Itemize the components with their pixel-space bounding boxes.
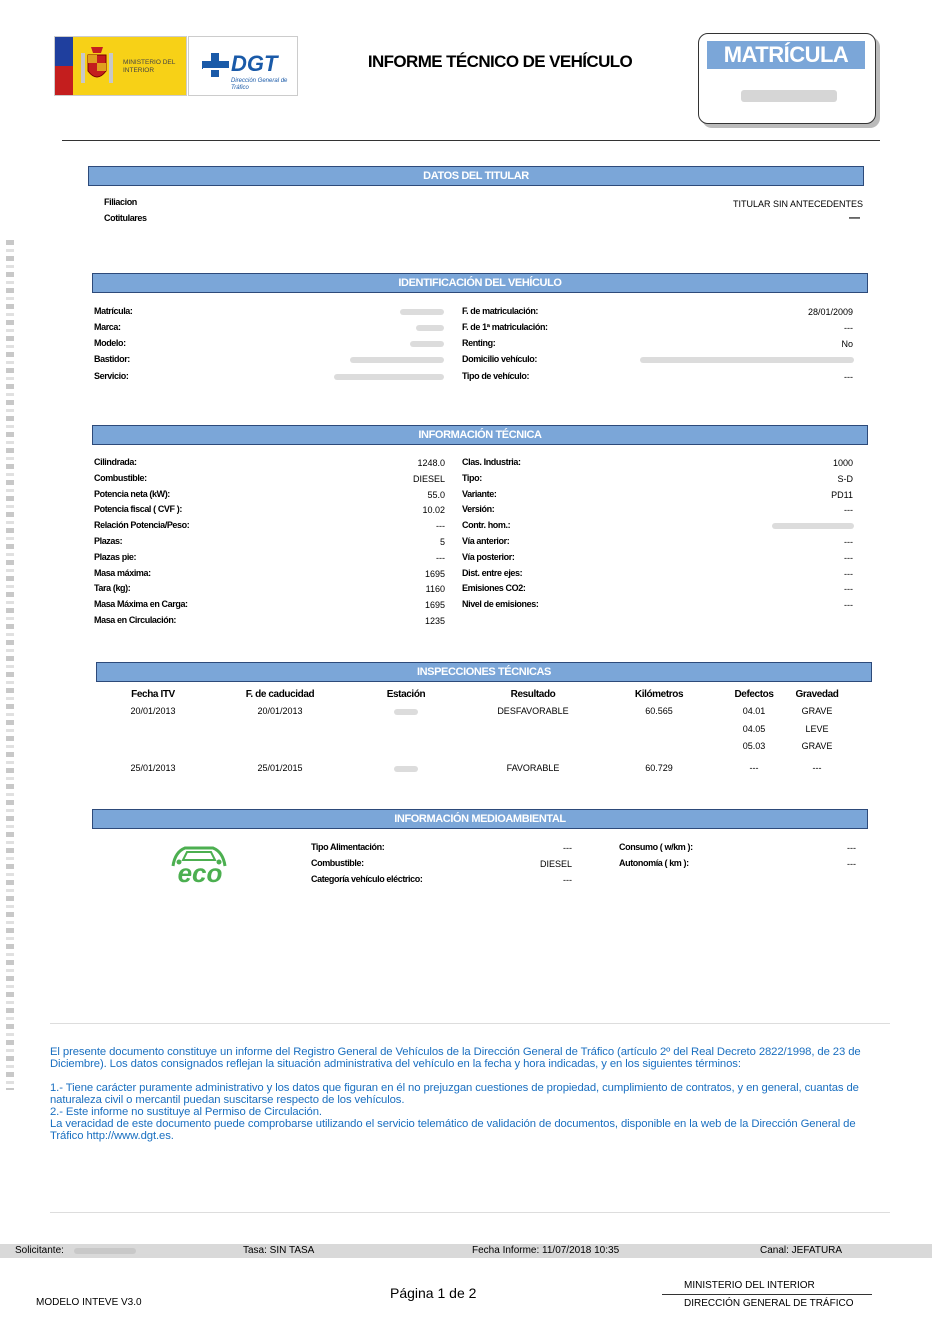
medio-value: --- (847, 843, 856, 853)
medio-label: Categoría vehículo eléctrico: (311, 873, 423, 884)
tecnica-value: --- (844, 568, 853, 579)
ident-label: Servicio: (94, 371, 129, 381)
tecnica-label: Masa máxima: (94, 567, 151, 578)
redacted-value (350, 357, 444, 363)
inspection-column-header: Kilómetros (634, 689, 684, 700)
medio-value: --- (847, 858, 856, 869)
ident-value: No (841, 339, 853, 349)
filiacion-value: TITULAR SIN ANTECEDENTES (732, 199, 863, 209)
ident-label: F. de matriculación: (462, 306, 539, 316)
dgt-logo-text: DGT (231, 51, 278, 76)
tecnica-label: Versión: (462, 504, 495, 515)
tecnica-label: Potencia neta (kW): (94, 488, 170, 499)
inspection-defecto: 05.03 (742, 741, 766, 751)
inspection-column-header: Gravedad (795, 689, 839, 700)
ident-label: Modelo: (94, 338, 126, 348)
footer-direccion: DIRECCIÓN GENERAL DE TRÁFICO (684, 1298, 854, 1309)
redacted-value (400, 309, 444, 315)
tecnica-value: 1000 (832, 458, 853, 468)
tecnica-value: --- (844, 600, 853, 611)
inspection-resultado: DESFAVORABLE (497, 706, 569, 716)
tecnica-label: Dist. entre ejes: (462, 567, 523, 578)
ident-label: Bastidor: (94, 354, 130, 364)
medio-value: --- (563, 843, 572, 853)
ident-value: 28/01/2009 (807, 307, 853, 317)
inspection-column-header: F. de caducidad (245, 689, 315, 700)
tecnica-label: Nivel de emisiones: (462, 599, 539, 610)
solicitante-label: Solicitante: (15, 1245, 64, 1256)
medio-value: --- (563, 874, 572, 885)
medio-label: Autonomía ( km ): (619, 857, 689, 868)
tecnica-label: Clas. Industria: (462, 457, 521, 467)
inspection-km: 60.729 (645, 762, 673, 773)
tecnica-label: Vía posterior: (462, 551, 515, 562)
header-divider (62, 140, 880, 141)
plate-value-redacted (741, 90, 837, 102)
tecnica-label: Tara (kg): (94, 583, 131, 594)
fecha-informe-text: Fecha Informe: 11/07/2018 10:35 (472, 1245, 620, 1256)
inspection-column-header: Resultado (510, 689, 556, 700)
tecnica-value: --- (844, 537, 853, 547)
eco-label-icon (165, 840, 235, 893)
tecnica-label: Plazas pie: (94, 551, 137, 562)
tecnica-label: Relación Potencia/Peso: (94, 520, 190, 531)
tecnica-label: Contr. hom.: (462, 520, 511, 531)
inspection-defecto: 04.01 (742, 706, 766, 716)
footer-ministerio: MINISTERIO DEL INTERIOR (684, 1280, 815, 1291)
tasa-text: Tasa: SIN TASA (243, 1245, 315, 1256)
legal-paragraph-1: El presente documento constituye un informe del Registro General de Vehículos de la Dirección General de Tráfico (artículo 2º del Real Decreto 2822/1998, de 23 de Diciembre). Los datos consignados reflejan la situación administrativa del vehículo en la fecha y hora indicadas, y en los siguientes términos: (50, 1046, 861, 1070)
redacted-value (640, 357, 854, 363)
tecnica-value: PD11 (831, 489, 853, 500)
plate-box (698, 33, 876, 124)
dgt-logo (188, 36, 298, 96)
tecnica-value: --- (844, 552, 853, 563)
inspection-defecto: 04.05 (742, 723, 766, 734)
inspection-column-header: Fecha ITV (131, 689, 175, 700)
inspection-gravedad: GRAVE (801, 741, 833, 751)
inspection-column-header: Defectos (734, 689, 774, 700)
canal-text: Canal: JEFATURA (760, 1245, 843, 1256)
tecnica-value: 5 (439, 537, 445, 547)
tecnica-label: Vía anterior: (462, 536, 510, 546)
ident-label: Matrícula: (94, 306, 133, 316)
tecnica-label: Combustible: (94, 472, 147, 483)
dgt-cross-icon (201, 51, 231, 84)
tecnica-label: Tipo: (462, 472, 482, 483)
ident-label: Tipo de vehículo: (462, 371, 530, 381)
eco-text: eco (177, 858, 223, 888)
tecnica-value: --- (436, 521, 445, 532)
tecnica-label: Potencia fiscal ( CVF ): (94, 504, 182, 515)
tecnica-value: 1160 (425, 584, 445, 595)
tecnica-value: S-D (837, 473, 853, 484)
section-band-titular: DATOS DEL TITULAR (88, 166, 864, 186)
medio-label: Consumo ( w/km ): (619, 842, 693, 852)
coat-of-arms-icon (77, 45, 117, 87)
tecnica-value: 1235 (424, 616, 445, 626)
side-security-strip (6, 240, 14, 1090)
redacted-estacion (394, 709, 418, 715)
dgt-logo-sub: Dirección General de Tráfico (231, 78, 288, 91)
inspection-fecha: 25/01/2013 (130, 762, 176, 773)
legal-divider-top (50, 1023, 890, 1024)
tecnica-value: --- (844, 505, 853, 516)
redacted-value (410, 341, 444, 347)
inspection-gravedad: GRAVE (801, 706, 833, 716)
solicitante-redacted (74, 1248, 136, 1254)
cotitulares-label: Cotitulares (104, 213, 147, 223)
tecnica-label: Cilindrada: (94, 457, 137, 467)
ident-label: F. de 1ª matriculación: (462, 322, 548, 332)
legal-paragraph-3: 2.- Este informe no sustituye al Permiso de Circulación. (50, 1106, 322, 1118)
ident-value: --- (844, 323, 853, 333)
section-band-inspecciones: INSPECCIONES TÉCNICAS (96, 662, 872, 682)
tecnica-value: 1695 (424, 600, 445, 611)
legal-paragraph-2: 1.- Tiene carácter puramente administrativo y los datos que figuran en él no prejuzgan cuestiones de propiedad, cumplimiento de contratos, y en general, cuantas de naturaleza civil o mercantil puedan suscitarse respecto de los vehículos. (50, 1082, 859, 1106)
inspection-caducidad: 20/01/2013 (257, 706, 303, 716)
tecnica-label: Variante: (462, 488, 497, 499)
tecnica-value: DIESEL (412, 473, 445, 484)
ident-label: Renting: (462, 338, 496, 348)
eu-flag-strip (55, 37, 73, 95)
ident-label: Domicilio vehículo: (462, 354, 537, 364)
inspection-km: 60.565 (645, 706, 673, 716)
inspection-gravedad: --- (812, 762, 822, 773)
section-band-identificacion: IDENTIFICACIÓN DEL VEHÍCULO (92, 273, 868, 293)
medio-value: DIESEL (539, 858, 572, 869)
tecnica-value: 55.0 (427, 489, 445, 500)
inspection-column-header: Estación (386, 689, 426, 700)
redacted-value (416, 325, 444, 331)
redacted-value (334, 374, 444, 380)
redacted-estacion (394, 766, 418, 772)
tecnica-label: Emisiones CO2: (462, 583, 526, 594)
redacted-value (772, 523, 854, 529)
ministry-logo-text: MINISTERIO DEL INTERIOR (123, 59, 176, 74)
legal-text (50, 1046, 868, 1142)
ident-value: --- (844, 372, 853, 382)
inspection-defecto: --- (749, 762, 759, 773)
ministry-logo (54, 36, 187, 96)
tecnica-value: 1248.0 (417, 458, 445, 468)
medio-label: Tipo Alimentación: (311, 842, 385, 852)
filiacion-label: Filiacion (104, 197, 137, 207)
tecnica-value: 10.02 (422, 505, 445, 516)
tecnica-value: --- (436, 552, 445, 563)
tecnica-value: --- (844, 584, 853, 595)
medio-label: Combustible: (311, 857, 364, 868)
modelo-text: MODELO INTEVE V3.0 (36, 1297, 142, 1308)
legal-paragraph-4: La veracidad de este documento puede comprobarse utilizando el servicio telemático de validación de documentos, disponible en la web de la Dirección General de Tráfico http://www.dgt.es. (50, 1118, 856, 1142)
footer-signature-line (662, 1294, 872, 1295)
inspection-gravedad: LEVE (805, 723, 829, 734)
tecnica-value: 1695 (424, 568, 445, 579)
page-title: INFORME TÉCNICO DE VEHÍCULO (367, 52, 633, 71)
tecnica-label: Plazas: (94, 536, 123, 546)
section-band-tecnica: INFORMACIÓN TÉCNICA (92, 425, 868, 445)
ident-label: Marca: (94, 322, 121, 332)
legal-divider-bottom (50, 1212, 890, 1213)
tecnica-label: Masa en Circulación: (94, 615, 177, 625)
page-number: Página 1 de 2 (390, 1285, 477, 1301)
cotitulares-value: — (849, 212, 860, 224)
inspection-fecha: 20/01/2013 (130, 706, 176, 716)
plate-label: MATRÍCULA (707, 41, 865, 69)
inspection-caducidad: 25/01/2015 (257, 762, 303, 773)
inspection-resultado: FAVORABLE (506, 762, 560, 773)
tecnica-label: Masa Máxima en Carga: (94, 599, 188, 610)
section-band-medioambiental: INFORMACIÓN MEDIOAMBIENTAL (92, 809, 868, 829)
